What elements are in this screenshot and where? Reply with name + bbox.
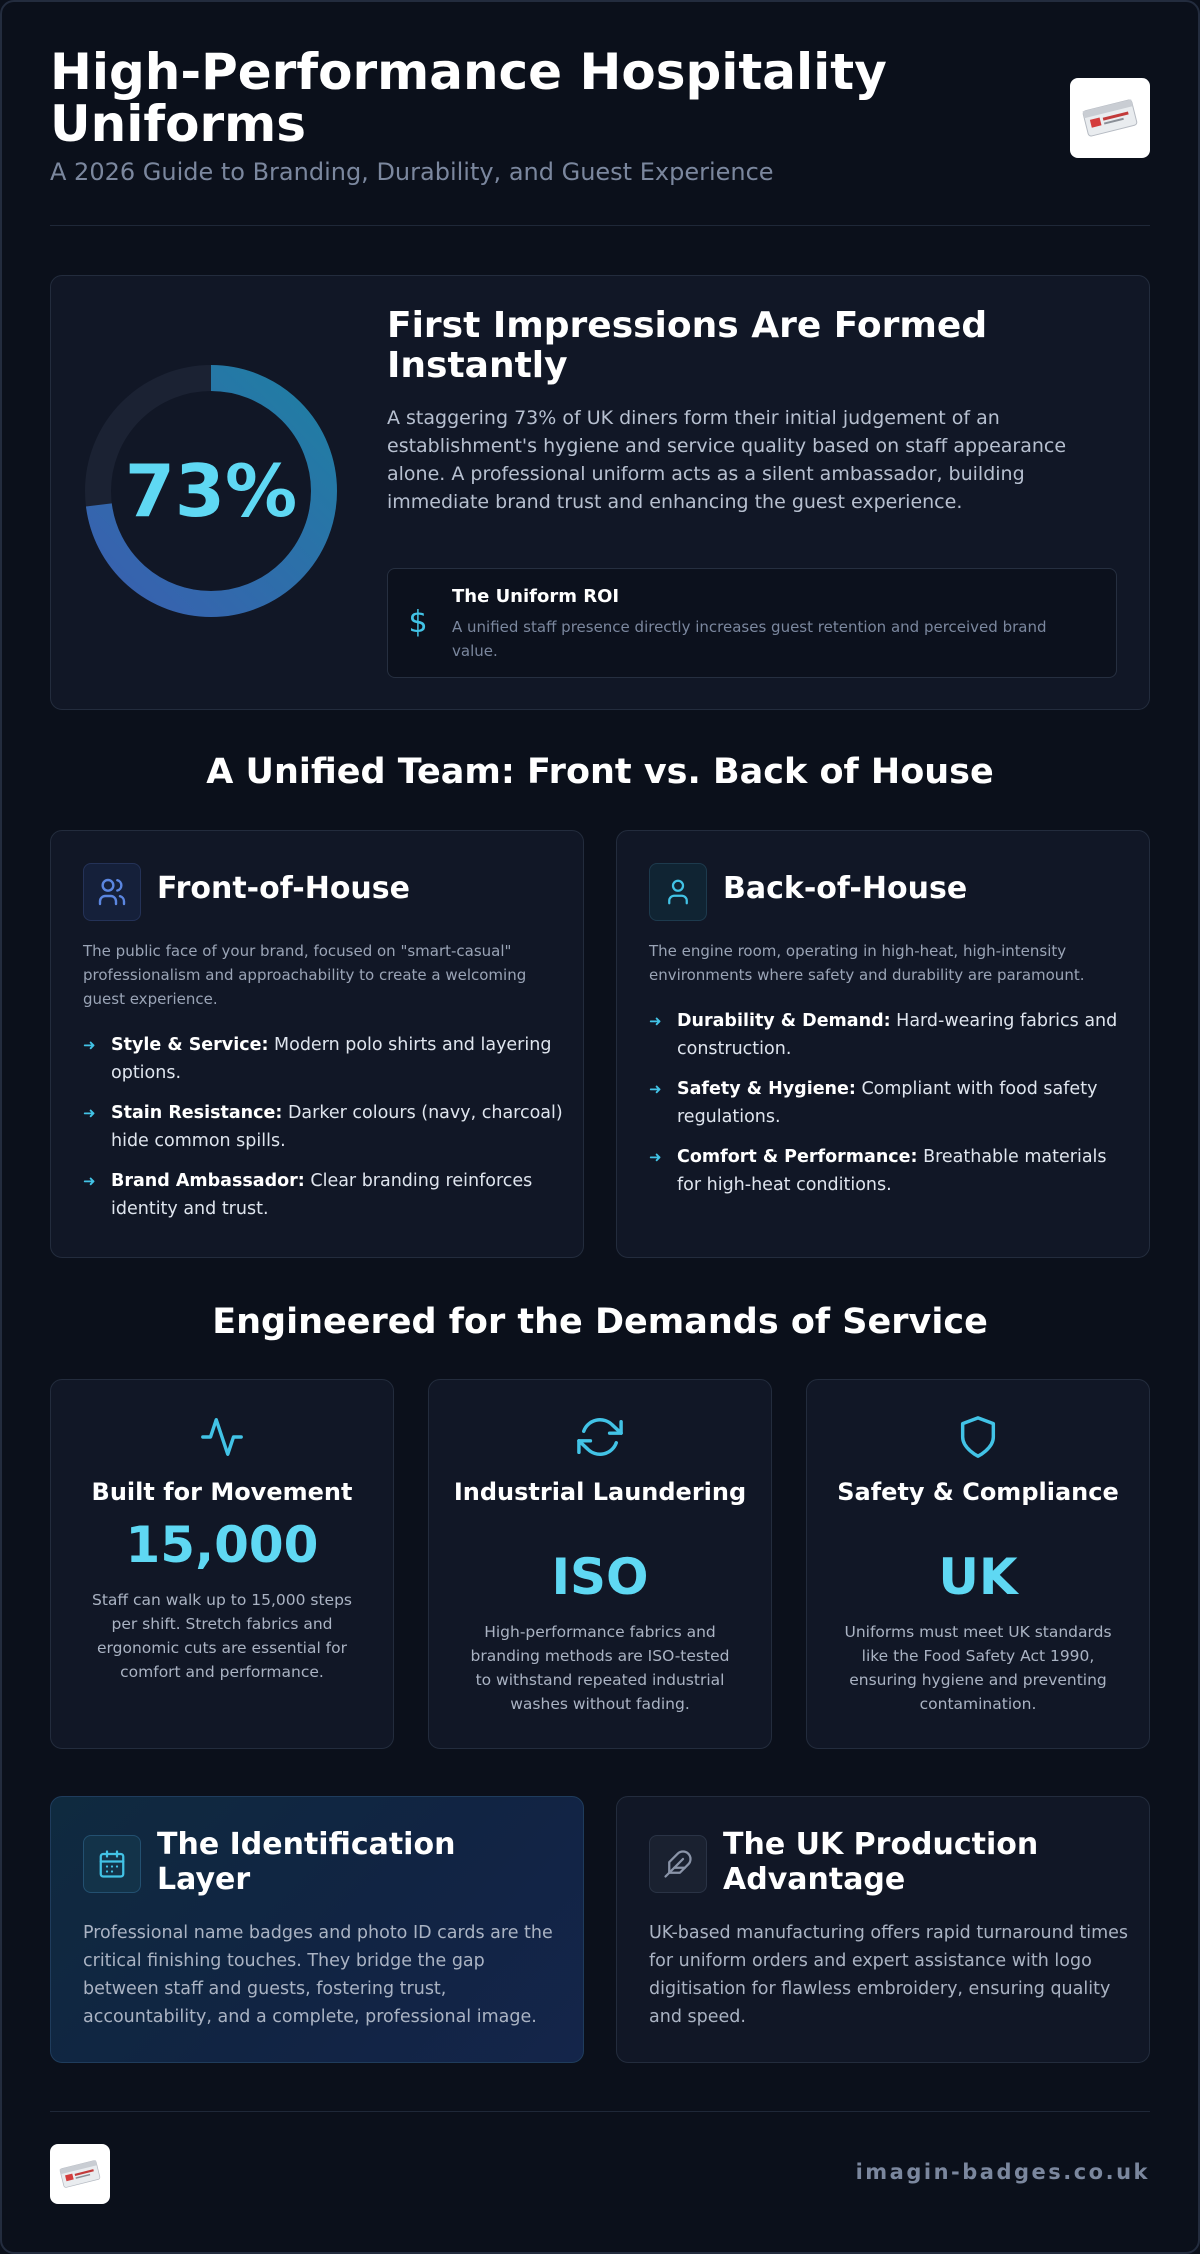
roi-callout	[387, 568, 1117, 678]
roi-title: The Uniform ROI	[452, 586, 620, 607]
arrow-icon: ➜	[83, 1104, 96, 1122]
stat-card-desc: High-performance fabrics and branding methods are ISO-tested to withstand repeated industrial washes without fading.	[470, 1623, 730, 1713]
production-card	[616, 1796, 1150, 2063]
front-list	[83, 1031, 563, 1235]
footer-divider	[50, 2111, 1150, 2112]
header	[50, 43, 1150, 226]
arrow-icon: ➜	[83, 1036, 96, 1054]
back-list	[649, 1007, 1129, 1211]
list-item: ➜ Style & Service: Modern polo shirts and layering options.	[83, 1031, 563, 1087]
back-desc: The engine room, operating in high-heat, high-intensity environments where safety and durability are paramount.	[649, 942, 1085, 984]
impressions-card	[50, 275, 1150, 710]
feather-icon	[649, 1835, 707, 1893]
front-title: Front-of-House	[157, 871, 410, 906]
name-badge-logo	[57, 2158, 103, 2190]
stat-card-value: ISO	[551, 1548, 649, 1606]
stat-card-title: Industrial Laundering	[453, 1478, 747, 1506]
stat-card-desc: Uniforms must meet UK standards like the Food Safety Act 1990, ensuring hygiene and preventing contamination.	[844, 1623, 1112, 1713]
arrow-icon: ➜	[83, 1172, 96, 1190]
identification-title: The Identification Layer	[157, 1827, 456, 1897]
stat-donut	[81, 361, 341, 621]
list-item: ➜ Stain Resistance: Darker colours (navy, charcoal) hide common spills.	[83, 1099, 563, 1155]
arrow-icon: ➜	[649, 1080, 662, 1098]
stat-card-compliance	[806, 1379, 1150, 1749]
stat-card-title: Built for Movement	[91, 1478, 353, 1506]
list-item: ➜ Brand Ambassador: Clear branding reinforces identity and trust.	[83, 1167, 563, 1223]
page-subtitle: A 2026 Guide to Branding, Durability, and Guest Experience	[50, 158, 774, 186]
stat-card-laundering	[428, 1379, 772, 1749]
stat-card-desc: Staff can walk up to 15,000 steps per shift. Stretch fabrics and ergonomic cuts are essential for comfort and performance.	[91, 1591, 353, 1681]
back-of-house-card	[616, 830, 1150, 1258]
identification-body: Professional name badges and photo ID cards are the critical finishing touches. They bridge the gap between staff and guests, fostering trust, accountability, and a complete, professional image.	[83, 1923, 553, 2027]
refresh-icon	[429, 1414, 771, 1462]
stat-value: 73%	[124, 449, 298, 533]
list-item: ➜ Durability & Demand: Hard-wearing fabrics and construction.	[649, 1007, 1129, 1063]
front-desc: The public face of your brand, focused on "smart-casual" professionalism and approachability to create a welcoming guest experience.	[83, 942, 527, 1008]
footer-url[interactable]: imagin-badges.co.uk	[855, 2160, 1150, 2184]
brand-logo[interactable]	[1070, 78, 1150, 158]
calendar-icon	[83, 1835, 141, 1893]
front-of-house-card	[50, 830, 584, 1258]
activity-icon	[51, 1414, 393, 1462]
impressions-title: First Impressions Are Formed Instantly	[387, 305, 988, 386]
page-title: High-Performance Hospitality Uniforms	[50, 43, 887, 153]
list-item: ➜ Comfort & Performance: Breathable materials for high-heat conditions.	[649, 1143, 1129, 1199]
production-title: The UK Production Advantage	[723, 1827, 1039, 1897]
team-heading: A Unified Team: Front vs. Back of House	[206, 752, 994, 792]
stat-card-value: UK	[938, 1548, 1018, 1606]
users-icon	[83, 863, 141, 921]
arrow-icon: ➜	[649, 1012, 662, 1030]
list-item: ➜ Safety & Hygiene: Compliant with food safety regulations.	[649, 1075, 1129, 1131]
stat-card-title: Safety & Compliance	[837, 1478, 1119, 1506]
divider	[50, 225, 1150, 226]
footer-logo[interactable]	[50, 2144, 110, 2204]
name-badge-logo	[1079, 97, 1141, 139]
stat-card-movement	[50, 1379, 394, 1749]
roi-text: A unified staff presence directly increases guest retention and perceived brand value.	[452, 618, 1047, 660]
engineered-heading: Engineered for the Demands of Service	[212, 1302, 988, 1342]
arrow-icon: ➜	[649, 1148, 662, 1166]
production-body: UK-based manufacturing offers rapid turnaround times for uniform orders and expert assistance with logo digitisation for flawless embroidery, ensuring quality and speed.	[649, 1923, 1129, 2027]
impressions-body: A staggering 73% of UK diners form their initial judgement of an establishment's hygiene and service quality based on staff appearance alone. A professional uniform acts as a silent ambassador, building immediate brand trust and enhancing the guest experience.	[387, 407, 1067, 513]
back-title: Back-of-House	[723, 871, 968, 906]
identification-card	[50, 1796, 584, 2063]
user-icon	[649, 863, 707, 921]
stat-card-value: 15,000	[125, 1516, 319, 1574]
dollar-icon: $	[408, 605, 428, 640]
shield-icon	[807, 1414, 1149, 1462]
